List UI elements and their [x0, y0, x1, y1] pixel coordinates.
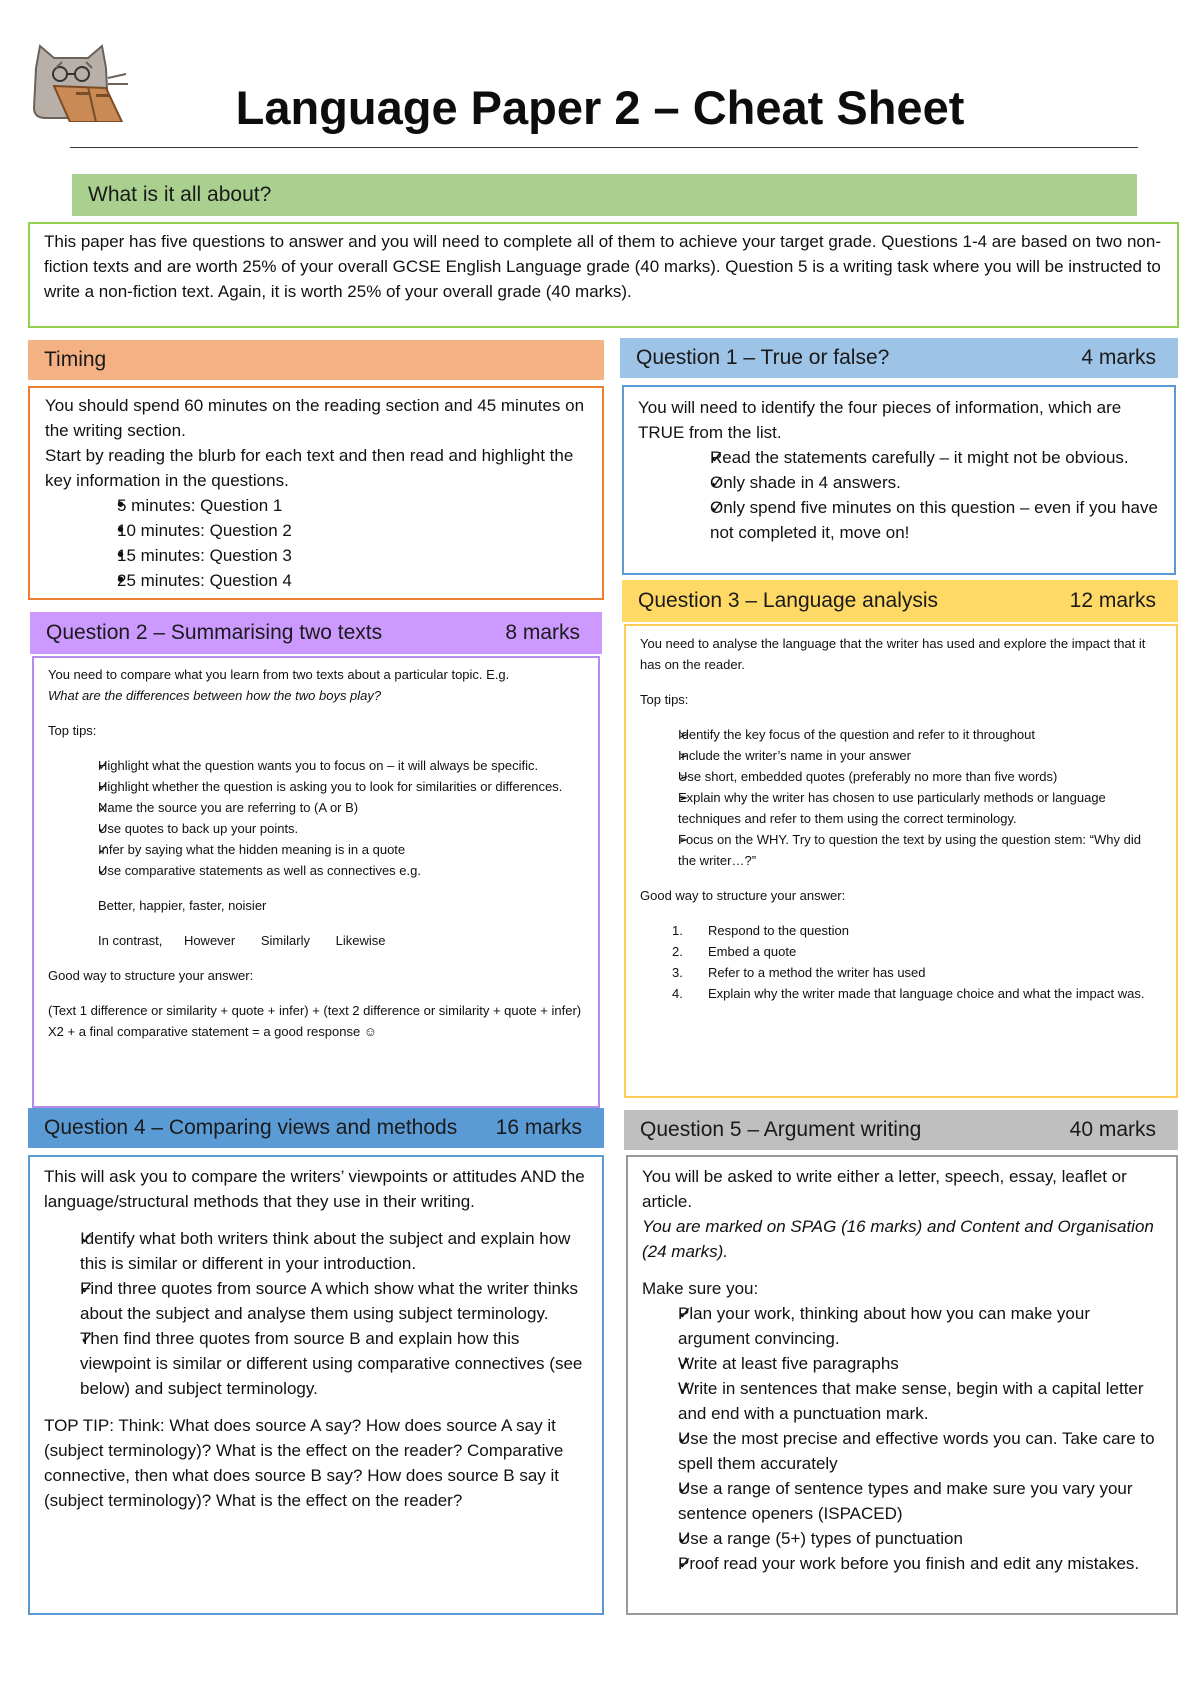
- q3-step: 4. Explain why the writer made that language choice and what the impact was.: [672, 986, 1145, 1001]
- q2-marks: 8 marks: [505, 621, 580, 644]
- q1-tip: ✓ Read the statements carefully – it might not be obvious.: [670, 445, 1160, 470]
- q2-heading: Question 2 – Summarising two texts: [46, 621, 383, 644]
- q5-tips: [642, 1301, 1162, 1576]
- q2-tips-label: Top tips:: [48, 723, 97, 738]
- q1-header: [620, 338, 1178, 378]
- timing-item: • 5 minutes: Question 1: [77, 493, 587, 518]
- q5-tip: ✓ Proof read your work before you finish and edit any mistakes.: [642, 1551, 1162, 1576]
- q5-tip: ✓ Write in sentences that make sense, begin with a capital letter and end with a punctuation mark.: [642, 1376, 1162, 1426]
- q3-tip: ➢ Include the writer’s name in your answer: [642, 745, 1162, 766]
- q2-tip: ✓ Infer by saying what the hidden meaning is in a quote: [62, 839, 584, 860]
- q1-tip: ✓ Only shade in 4 answers.: [670, 470, 1160, 495]
- q4-marks: 16 marks: [495, 1116, 582, 1139]
- q3-intro: You need to analyse the language that the writer has used and explore the impact that it has on the reader.: [640, 636, 1146, 672]
- timing-heading: Timing: [44, 348, 107, 371]
- about-body: This paper has five questions to answer and you will need to complete all of them to achieve your target grade. Questions 1-4 are based on two non-fiction texts and are worth 25% of your overall GCSE English Language grade (40 marks). Question 5 is a writing task where you will be instructed to write a non-fiction text. Again, it is worth 25% of your overall grade (40 marks).: [44, 232, 1161, 301]
- q4-top-tip: TOP TIP: Think: What does source A say? How does source A say it (subject terminology)? What is the effect on the reader? Comparative connective, then what does source B say? How does source B say it (subject terminology)? What is the effect on the reader?: [44, 1416, 564, 1510]
- q2-tip: ✓ Name the source you are referring to (A or B): [62, 797, 584, 818]
- q5-tip: ✓ Use a range of sentence types and make sure you vary your sentence openers (ISPACED): [642, 1476, 1162, 1526]
- q5-tip: ✓ Write at least five paragraphs: [642, 1351, 1162, 1376]
- q2-intro: You need to compare what you learn from two texts about a particular topic. E.g.: [48, 667, 510, 682]
- q2-header: [30, 612, 602, 654]
- q3-step: 1. Respond to the question: [672, 923, 849, 938]
- timing-item: • 15 minutes: Question 3: [77, 543, 587, 568]
- q3-tips: [642, 724, 1162, 871]
- about-heading: What is it all about?: [88, 183, 272, 206]
- q2-structure-label: Good way to structure your answer:: [48, 968, 254, 983]
- q1-tips: [670, 445, 1160, 545]
- q2-tip: ✓ Highlight whether the question is asking you to look for similarities or differences.: [62, 776, 584, 797]
- timing-p2: Start by reading the blurb for each text and then read and highlight the key information in the questions.: [45, 446, 574, 490]
- q5-tip: ✓ Use a range (5+) types of punctuation: [642, 1526, 1162, 1551]
- q2-connective: Likewise: [335, 933, 386, 948]
- q4-header: [28, 1108, 604, 1148]
- q1-box: [622, 385, 1176, 575]
- about-box: [28, 222, 1179, 328]
- q4-box: [28, 1155, 604, 1615]
- q5-tip: ✓ Use the most precise and effective words you can. Take care to spell them accurately: [642, 1426, 1162, 1476]
- q4-intro: This will ask you to compare the writers’ viewpoints or attitudes AND the language/structural methods that they use in their writing.: [44, 1167, 585, 1211]
- page-title: Language Paper 2 – Cheat Sheet: [235, 81, 965, 134]
- q5-heading: Question 5 – Argument writing: [640, 1118, 922, 1141]
- q2-tips: [62, 755, 584, 881]
- q3-box: [624, 624, 1178, 1098]
- timing-list: [77, 493, 587, 593]
- q2-tip: ✓ Highlight what the question wants you to focus on – it will always be specific.: [62, 755, 584, 776]
- title-divider: [70, 147, 1138, 148]
- q5-box: [626, 1155, 1178, 1615]
- q2-comparatives: Better, happier, faster, noisier: [98, 898, 267, 913]
- q3-heading: Question 3 – Language analysis: [638, 589, 939, 612]
- q3-steps: [672, 920, 1162, 1004]
- q3-step: 2. Embed a quote: [672, 944, 797, 959]
- q3-tips-label: Top tips:: [640, 692, 689, 707]
- q3-tip: ➢ Identify the key focus of the question and refer to it throughout: [642, 724, 1162, 745]
- q2-tip: ✓ Use comparative statements as well as connectives e.g.: [62, 860, 584, 881]
- q3-tip: ➢ Explain why the writer has chosen to use particularly methods or language techniques and refer to them using the correct terminology.: [642, 787, 1162, 829]
- q4-tip: ✓ Find three quotes from source A which show what the writer thinks about the subject and analyse them using subject terminology.: [44, 1276, 588, 1326]
- q4-tips: [44, 1226, 588, 1401]
- q1-heading: Question 1 – True or false?: [636, 346, 890, 369]
- q2-tip: ✓ Use quotes to back up your points.: [62, 818, 584, 839]
- q2-connectives: [98, 930, 584, 951]
- q5-tip: ✓ Plan your work, thinking about how you can make your argument convincing.: [642, 1301, 1162, 1351]
- q2-example: What are the differences between how the two boys play?: [48, 688, 382, 703]
- q5-marking: You are marked on SPAG (16 marks) and Content and Organisation (24 marks).: [642, 1217, 1154, 1261]
- q4-tip: ✓ Then find three quotes from source B and explain how this viewpoint is similar or different using comparative connectives (see below) and subject terminology.: [44, 1326, 588, 1401]
- q3-header: [622, 580, 1178, 622]
- q4-tip: ✓ Identify what both writers think about the subject and explain how this is similar or different in your introduction.: [44, 1226, 588, 1276]
- timing-header: [28, 340, 604, 380]
- q1-tip: ✓ Only spend five minutes on this question – even if you have not completed it, move on!: [670, 495, 1160, 545]
- q3-structure-label: Good way to structure your answer:: [640, 888, 846, 903]
- timing-box: [28, 386, 604, 600]
- q5-marks: 40 marks: [1069, 1118, 1156, 1141]
- q3-marks: 12 marks: [1069, 589, 1156, 612]
- q2-connective: In contrast,: [98, 933, 163, 948]
- about-header: [72, 174, 1137, 216]
- q2-box: [32, 656, 600, 1108]
- q4-heading: Question 4 – Comparing views and methods: [44, 1116, 458, 1139]
- timing-item: • 10 minutes: Question 2: [77, 518, 587, 543]
- timing-item: • 25 minutes: Question 4: [77, 568, 587, 593]
- q3-tip: ➢ Use short, embedded quotes (preferably no more than five words): [642, 766, 1162, 787]
- q2-connective: However: [183, 933, 236, 948]
- timing-p1: You should spend 60 minutes on the reading section and 45 minutes on the writing section.: [45, 396, 585, 440]
- q5-make-sure: Make sure you:: [642, 1279, 759, 1298]
- q5-intro: You will be asked to write either a letter, speech, essay, leaflet or article.: [642, 1167, 1127, 1211]
- q1-marks: 4 marks: [1081, 346, 1156, 369]
- q1-intro: You will need to identify the four pieces of information, which are TRUE from the list.: [638, 398, 1122, 442]
- q5-header: [624, 1110, 1178, 1150]
- q3-step: 3. Refer to a method the writer has used: [672, 965, 926, 980]
- q2-structure: (Text 1 difference or similarity + quote + infer) + (text 2 difference or similarity + quote + infer) X2 + a final comparative statement = a good response ☺: [48, 1003, 582, 1039]
- q2-connective: Similarly: [260, 933, 310, 948]
- q3-tip: ➢ Focus on the WHY. Try to question the text by using the question stem: “Why did the writer…?”: [642, 829, 1162, 871]
